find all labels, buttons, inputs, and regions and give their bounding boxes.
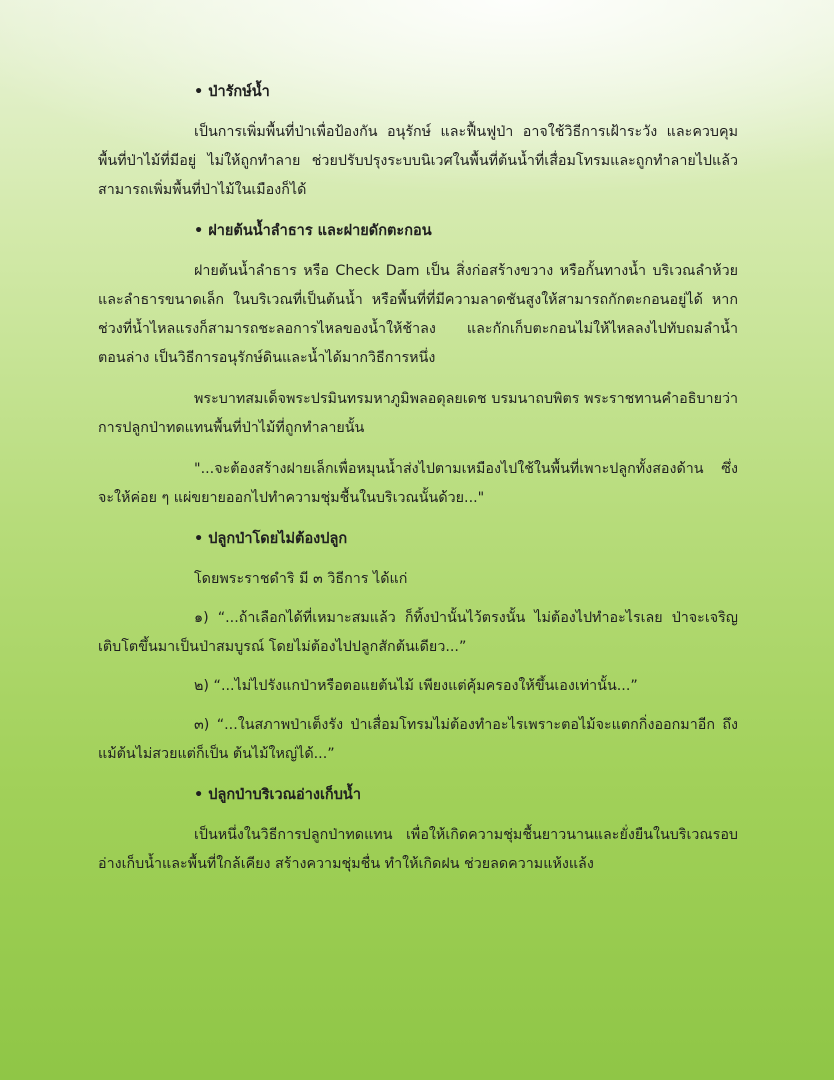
heading-text: ปลูกป่าโดยไม่ต้องปลูก [208, 531, 348, 547]
paragraph: พระบาทสมเด็จพระปรมินทรมหาภูมิพลอดุลยเดช บรมนาถบพิตร พระราชทานคำอธิบายว่า การปลูกป่าทดแทนพื้นที่ป่าไม้ที่ถูกทำลายนั้น [98, 391, 738, 436]
document-body [98, 78, 738, 891]
bullet-icon: • [194, 787, 204, 803]
section-heading-check-dam [98, 217, 738, 245]
list-item: ๒) “...ไม่ไปรังแกป่าหรือตอแยต้นไม้ เพียงแต่คุ้มครองให้ขึ้นเองเท่านั้น...” [194, 678, 638, 694]
paragraph: เป็นการเพิ่มพื้นที่ป่าเพื่อป้องกัน อนุรักษ์ และฟื้นฟูป่า อาจใช้วิธีการเฝ้าระวัง และควบคุมพื้นที่ป่าไม้ที่มีอยู่ ไม่ให้ถูกทำลาย ช่วยปรับปรุงระบบนิเวศในพื้นที่ต้นน้ำที่เสื่อมโทรมและถูกทำลายไปแล้ว สามารถเพิ่มพื้นที่ป่าไม้ในเมืองก็ได้ [98, 124, 738, 198]
paragraph: โดยพระราชดำริ มี ๓ วิธีการ ได้แก่ [194, 571, 408, 587]
heading-text: ปลูกป่าบริเวณอ่างเก็บน้ำ [208, 787, 361, 803]
paragraph: เป็นหนึ่งในวิธีการปลูกป่าทดแทน เพื่อให้เกิดความชุ่มชื้นยาวนานและยั่งยืนในบริเวณรอบอ่างเก็บน้ำและพื้นที่ใกล้เคียง สร้างความชุ่มชื่น ทำให้เกิดฝน ช่วยลดความแห้งแล้ง [98, 827, 738, 872]
section-heading-natural-reforestation [98, 525, 738, 553]
heading-text: ฝายต้นน้ำลำธาร และฝายดักตะกอน [208, 223, 432, 239]
list-item: ๑) “...ถ้าเลือกได้ที่เหมาะสมแล้ว ก็ทิ้งป่านั้นไว้ตรงนั้น ไม่ต้องไปทำอะไรเลย ป่าจะเจริญเติบโตขึ้นมาเป็นป่าสมบูรณ์ โดยไม่ต้องไปปลูกสักต้นเดียว...” [98, 610, 738, 655]
bullet-icon: • [194, 84, 204, 100]
list-item: ๓) “...ในสภาพป่าเต็งรัง ป่าเสื่อมโทรมไม่ต้องทำอะไรเพราะตอไม้จะแตกกิ่งออกมาอีก ถึงแม้ต้นไม่สวยแต่ก็เป็น ต้นไม้ใหญ่ได้...” [98, 717, 738, 762]
bullet-icon: • [194, 531, 204, 547]
quote-paragraph: "...จะต้องสร้างฝายเล็กเพื่อหมุนน้ำส่งไปตามเหมืองไปใช้ในพื้นที่เพาะปลูกทั้งสองด้าน ซึ่งจะให้ค่อย ๆ แผ่ขยายออกไปทำความชุ่มชื้นในบริเวณนั้นด้วย..." [98, 461, 738, 506]
paragraph: ฝายต้นน้ำลำธาร หรือ Check Dam เป็น สิ่งก่อสร้างขวาง หรือกั้นทางน้ำ บริเวณลำห้วยและลำธารขนาดเล็ก ในบริเวณที่เป็นต้นน้ำ หรือพื้นที่ที่มีความลาดชันสูงให้สามารถกักตะกอนอยู่ได้ หากช่วงที่น้ำไหลแรงก็สามารถชะลอการไหลของน้ำให้ช้าลง และกักเก็บตะกอนไม่ให้ไหลลงไปทับถมลำน้ำตอนล่าง เป็นวิธีการอนุรักษ์ดินและน้ำได้มากวิธีการหนึ่ง [98, 263, 738, 366]
section-heading-forest-water [98, 78, 738, 106]
heading-text: ป่ารักษ์น้ำ [208, 84, 270, 100]
bullet-icon: • [194, 223, 204, 239]
section-heading-reservoir-forest [98, 781, 738, 809]
